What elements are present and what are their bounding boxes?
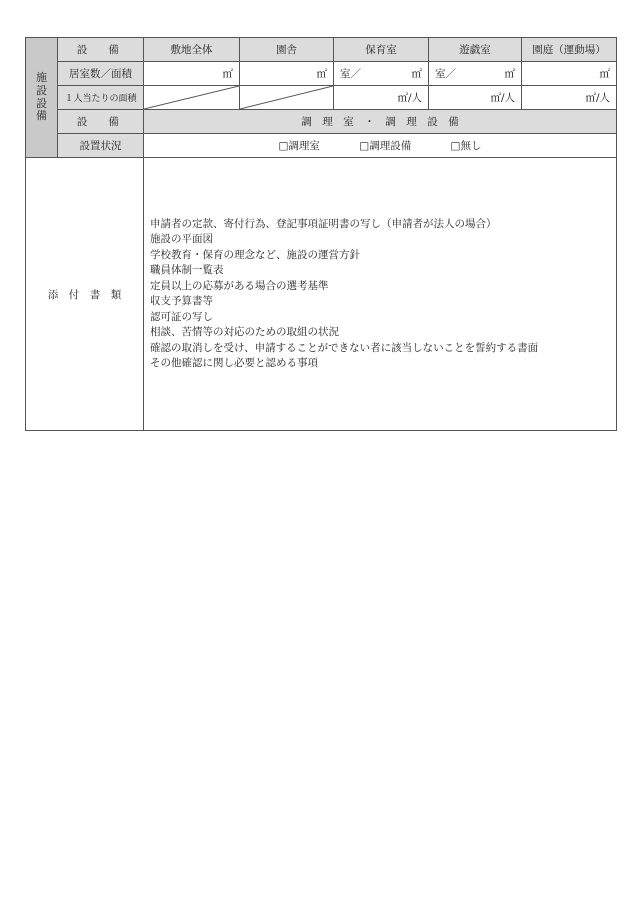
diagonal-line-icon: [144, 86, 239, 109]
install-row: [26, 134, 617, 158]
attachment-item: 収支予算書等: [150, 295, 213, 307]
per-person-building-disabled: [240, 86, 334, 110]
checkbox-kitchen-room[interactable]: □調理室: [278, 140, 320, 152]
section-label-cell: [26, 38, 58, 158]
kitchen-header-row: [26, 110, 617, 134]
area-playroom-field[interactable]: [429, 62, 522, 86]
per-person-playroom-field[interactable]: [429, 86, 522, 110]
attachment-item: 職員体制一覧表: [150, 264, 224, 276]
area-building-field[interactable]: [240, 62, 334, 86]
unit-label: ㎡/人: [585, 92, 610, 104]
per-person-nursery-field[interactable]: [334, 86, 429, 110]
room-prefix: 室／: [435, 68, 456, 80]
unit-label: ㎡: [316, 68, 327, 80]
header-row: [26, 38, 617, 62]
attachments-label: 添 付 書 類: [26, 158, 144, 431]
header-label: 設 備: [58, 38, 144, 62]
attachments-row: [26, 158, 617, 431]
area-nursery-field[interactable]: [334, 62, 429, 86]
checkbox-none[interactable]: □無し: [450, 140, 482, 152]
attachment-item: 相談、苦情等の対応のための取組の状況: [150, 326, 339, 338]
attachment-item: 申請者の定款、寄付行為、登記事項証明書の写し（申請者が法人の場合）: [150, 217, 497, 230]
unit-label: ㎡: [599, 68, 610, 80]
attachment-item: その他確認に関し必要と認める事項: [150, 357, 318, 369]
unit-label: ㎡/人: [490, 92, 515, 104]
unit-label: ㎡: [222, 68, 233, 80]
per-person-playground-field[interactable]: [522, 86, 617, 110]
room-prefix: 室／: [340, 68, 361, 80]
area-label: 居室数／面積: [58, 62, 144, 86]
col-nursery-room: 保育室: [334, 38, 429, 62]
kitchen-title: 調 理 室 ・ 調 理 設 備: [144, 110, 617, 134]
per-person-label: １人当たりの面積: [58, 86, 144, 110]
unit-label: ㎡: [504, 68, 515, 80]
kitchen-label: 設 備: [58, 110, 144, 134]
col-site: 敷地全体: [144, 38, 240, 62]
col-building: 園舎: [240, 38, 334, 62]
attachment-item: 学校教育・保育の理念など、施設の運営方針: [150, 248, 360, 261]
per-person-site-disabled: [144, 86, 240, 110]
attachment-item: 定員以上の応募がある場合の選考基準: [150, 279, 329, 292]
attachment-item: 施設の平面図: [150, 233, 213, 245]
area-playground-field[interactable]: [522, 62, 617, 86]
checkbox-kitchen-equipment[interactable]: □調理設備: [359, 140, 412, 152]
per-person-row: [26, 86, 617, 110]
attachment-item: 認可証の写し: [150, 310, 213, 323]
diagonal-line-icon: [240, 86, 333, 109]
install-options: [144, 134, 617, 158]
area-row: [26, 62, 617, 86]
col-playground: 園庭（運動場）: [522, 38, 617, 62]
area-site-field[interactable]: [144, 62, 240, 86]
unit-label: ㎡/人: [397, 92, 422, 104]
facility-form-table: [25, 37, 617, 431]
unit-label: ㎡: [411, 68, 422, 80]
attachment-item: 確認の取消しを受け、申請することができない者に該当しないことを誓約する書面: [150, 341, 539, 354]
attachments-list: [144, 158, 617, 431]
install-label: 設置状況: [58, 134, 144, 158]
section-label: 施設設備: [36, 71, 47, 123]
col-playroom: 遊戯室: [429, 38, 522, 62]
